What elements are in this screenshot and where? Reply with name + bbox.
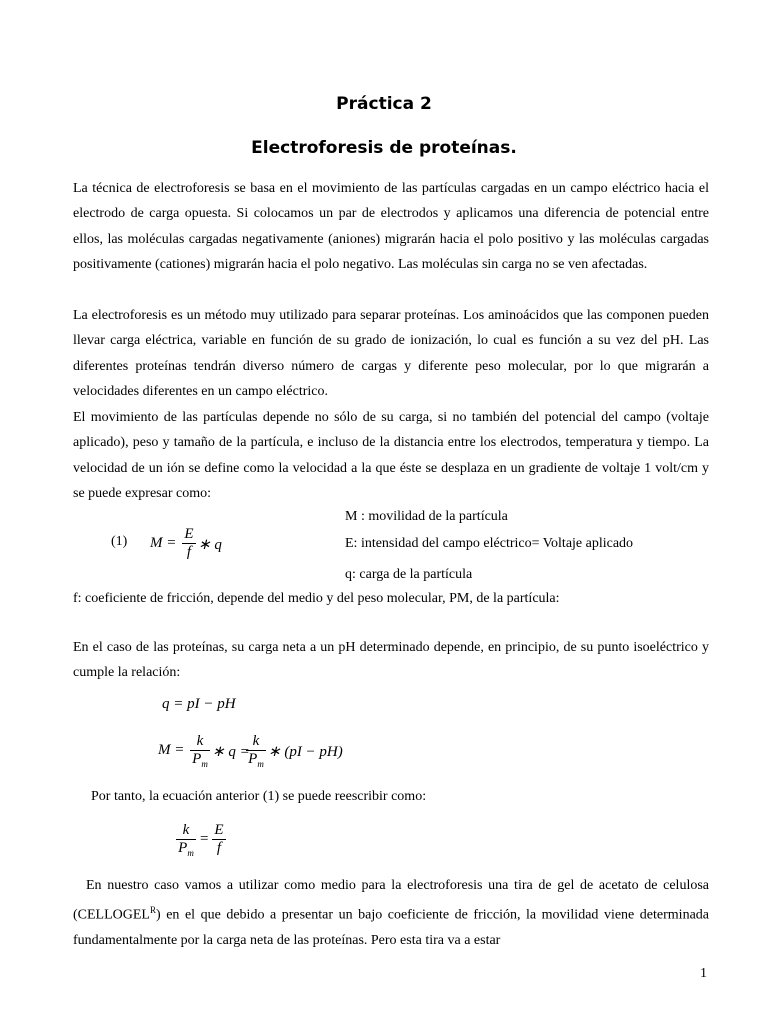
proteins-paragraph: La electroforesis es un método muy utilizado para separar proteínas. Los aminoácidos que las componen pueden llevar carga eléctrica, variable en función de su grado de ionización, lo cual es función a su vez del pH. Las diferentes proteínas tendrán diverso número de cargas y diferente peso molecular, por lo que migrarán a velocidades diferentes en un campo eléctrico. <box>73 308 709 400</box>
equation-1-numerator: E <box>184 526 194 542</box>
rewrite-paragraph: Por tanto, la ecuación anterior (1) se puede reescribir como: <box>91 789 427 804</box>
practice-number: Práctica 2 <box>336 94 432 114</box>
charge-paragraph: En el caso de las proteínas, su carga neta a un pH determinado depende, en principio, de su punto isoeléctrico y cumple la relación: <box>73 640 709 681</box>
definition-f: f: coeficiente de fricción, depende del medio y del peso molecular, PM, de la partícula: <box>73 591 560 606</box>
equation-4-denominator-1: $P_m$ <box>178 840 194 858</box>
mobility-paragraph: El movimiento de las partículas depende no sólo de su carga, si no también del potencial del campo (voltaje aplicado), peso y tamaño de la partícula, e incluso de la distancia entre los electrodos, temperatura y tiempo. La velocidad de un ión se define como la velocidad a la que éste se desplaza en un gradiente de voltaje 1 volt/cm y se puede expresar como: <box>73 410 709 502</box>
definition-m: M : movilidad de la partícula <box>345 509 508 524</box>
equation-3-numerator-1: k <box>196 733 204 749</box>
equation-4-fraction-2 <box>212 822 226 857</box>
cellogel-paragraph: En nuestro caso vamos a utilizar como medio para la electroforesis una tira de gel de acetato de celulosa $(CELLOGEL^R)$ en el que debido a presentar un bajo coeficiente de fricción, la movilidad viene determinada fundamentalmente por la carga neta de las proteínas. Pero esta tira va a estar <box>73 878 709 949</box>
definition-q: q: carga de la partícula <box>345 567 473 582</box>
equation-4-equals: = <box>200 831 209 847</box>
equation-3-fraction-2 <box>246 733 266 773</box>
equation-charge: q = pI − pH <box>162 696 236 712</box>
definition-e: E: intensidad del campo eléctrico= Voltaje aplicado <box>345 536 634 551</box>
equation-1-denominator: f <box>186 544 192 560</box>
document-title: Electroforesis de proteínas. <box>251 138 517 158</box>
equation-3-middle: ∗ q = <box>212 744 250 760</box>
equation-3-fraction-1 <box>190 733 210 773</box>
equation-3-rhs: ∗ (pI − pH) <box>268 744 343 760</box>
equation-3-denominator-2: $P_m$ <box>248 751 264 769</box>
intro-paragraph: La técnica de electroforesis se basa en el movimiento de las partículas cargadas en un campo eléctrico hacia el electrodo de carga opuesta. Si colocamos un par de electrodos y aplicamos una diferencia de potencial entre ellos, las moléculas cargadas negativamente (aniones) migrarán hacia el polo positivo y las moléculas cargadas positivamente (cationes) migrarán hacia el polo negativo. Las moléculas sin carga no se ven afectadas. <box>73 181 709 273</box>
equation-1-lhs: M = <box>150 535 177 551</box>
equation-1-fraction <box>182 526 196 561</box>
equation-3-denominator-1: $P_m$ <box>192 751 208 769</box>
equation-1-label: (1) <box>111 534 128 549</box>
page-number: 1 <box>700 966 707 981</box>
equation-1-rhs: ∗ q <box>198 537 222 553</box>
equation-3-numerator-2: k <box>252 733 260 749</box>
equation-4-fraction-1 <box>176 822 196 862</box>
equation-4-denominator-2: f <box>216 840 222 856</box>
equation-3-lhs: M = <box>158 742 185 758</box>
equation-4-numerator-2: E <box>214 822 224 838</box>
equation-4-numerator-1: k <box>182 822 190 838</box>
